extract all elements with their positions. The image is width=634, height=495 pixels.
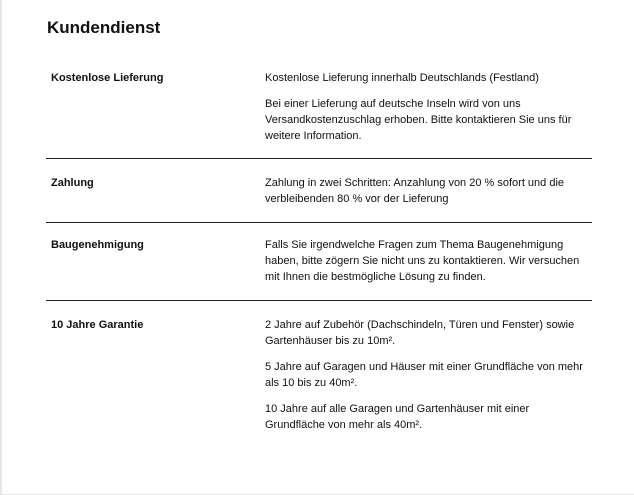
service-info-table xyxy=(46,62,592,433)
row-label: Kostenlose Lieferung xyxy=(51,72,164,84)
row-text: 5 Jahre auf Garagen und Häuser mit einer Grundfläche von mehr als 10 bis zu 40m². xyxy=(265,361,583,389)
row-content xyxy=(265,70,587,144)
row-content xyxy=(265,317,587,433)
row-label: 10 Jahre Garantie xyxy=(51,319,144,331)
row-label: Baugenehmigung xyxy=(51,239,144,251)
row-text: 10 Jahre auf alle Garagen und Gartenhäuser mit einer Grundfläche von mehr als 40m². xyxy=(265,403,530,431)
row-text: Zahlung in zwei Schritten: Anzahlung von 20 % sofort und die verbleibenden 80 % vor der Lieferung xyxy=(265,177,565,205)
page-left-border xyxy=(0,0,2,495)
row-text: 2 Jahre auf Zubehör (Dachschindeln, Türen und Fenster) sowie Gartenhäuser bis zu 10m². xyxy=(265,319,575,347)
service-row-building-permit xyxy=(46,223,592,301)
service-row-payment xyxy=(46,159,592,223)
row-text: Bei einer Lieferung auf deutsche Inseln wird von uns Versandkostenzuschlag erhoben. Bitte kontaktieren Sie uns für weitere Information. xyxy=(265,98,572,142)
page-title: Kundendienst xyxy=(47,18,161,37)
row-text: Kostenlose Lieferung innerhalb Deutschlands (Festland) xyxy=(265,72,539,84)
row-content xyxy=(265,175,587,207)
service-row-free-delivery xyxy=(46,62,592,159)
row-label: Zahlung xyxy=(51,177,94,189)
service-row-warranty xyxy=(46,301,592,433)
row-content xyxy=(265,237,587,285)
row-text: Falls Sie irgendwelche Fragen zum Thema Baugenehmigung haben, bitte zögern Sie nicht uns zu kontaktieren. Wir versuchen mit Ihnen die bestmögliche Lösung zu finden. xyxy=(265,239,580,283)
